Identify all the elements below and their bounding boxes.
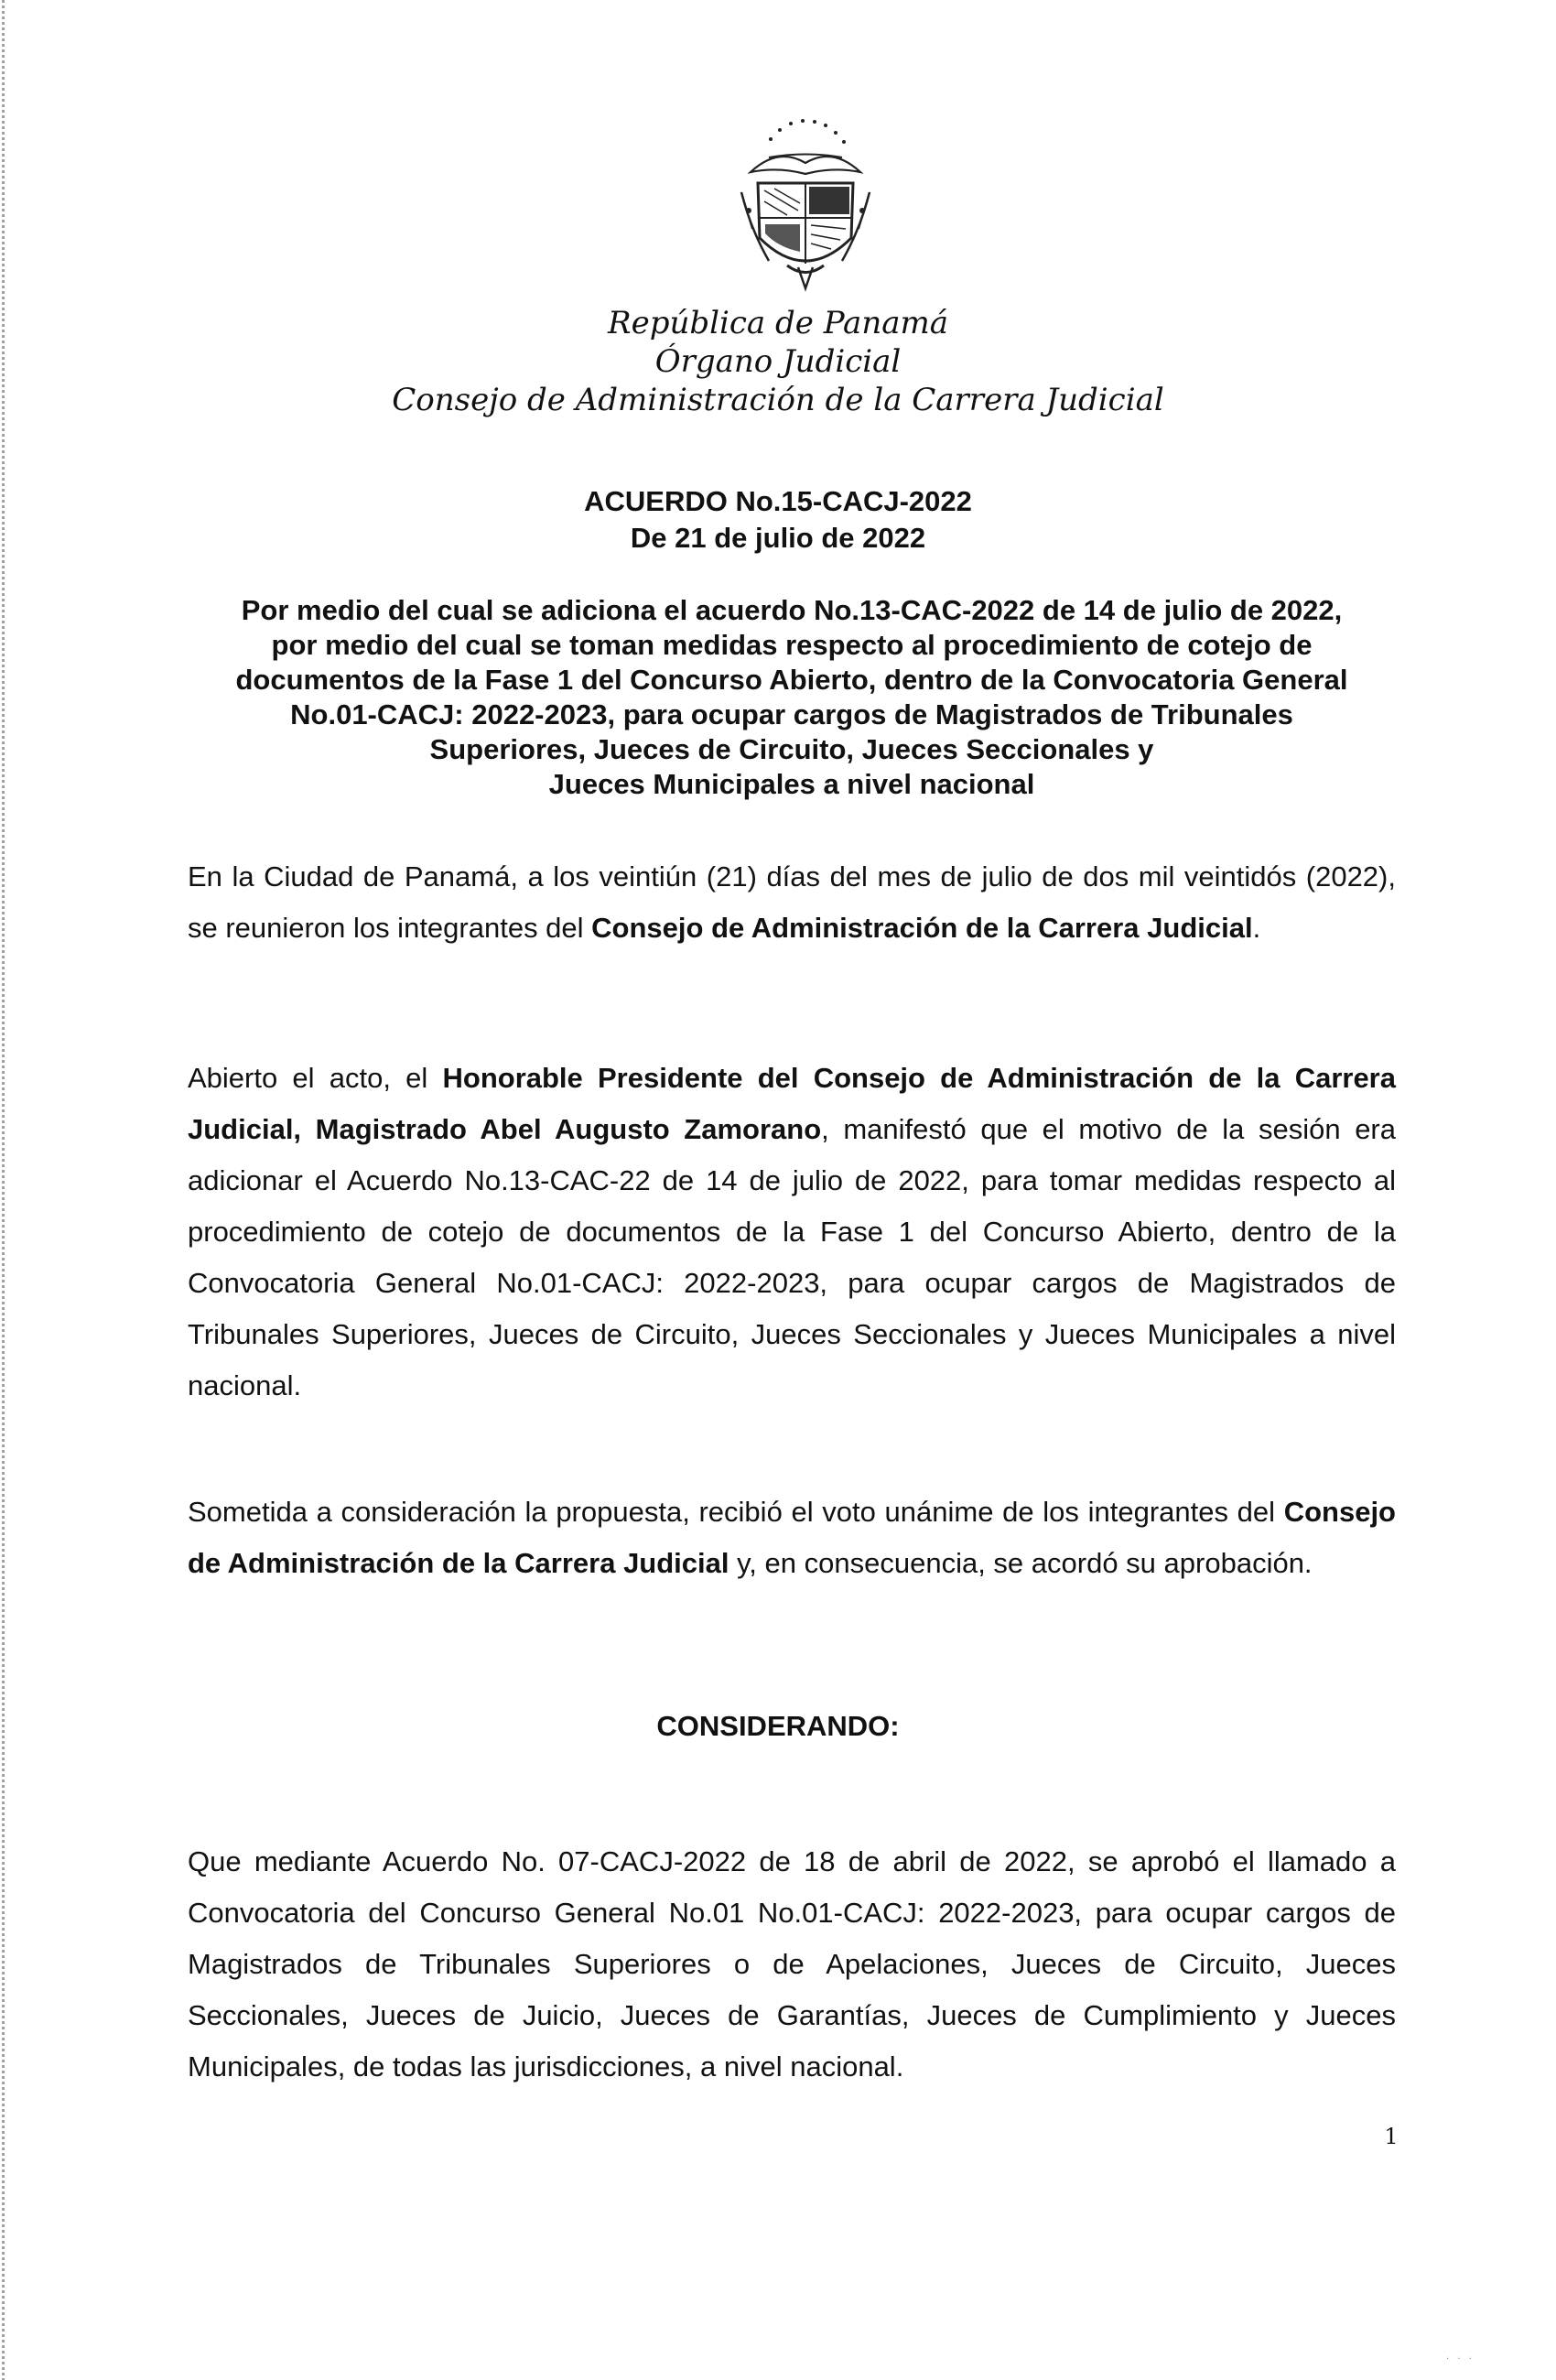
- panama-coat-of-arms-icon: [714, 101, 897, 293]
- paragraph-text: .: [1252, 912, 1261, 944]
- paragraph-considerando-1: Que mediante Acuerdo No. 07-CACJ-2022 de 18 de abril de 2022, se aprobó el llamado a Convocatoria del Concurso General No.01 No.01-CACJ: 2022-2023, para ocupar cargos de Magistrados de Tribunales Superiores o de Apelaciones, Jueces de Circuito, Jueces Seccionales, Jueces de Juicio, Jueces de Garantías, Jueces de Cumplimiento y Jueces Municipales, de todas las jurisdicciones, a nivel nacional.: [188, 1845, 1396, 2082]
- agreement-title: [229, 483, 1327, 557]
- paragraph-text: Sometida a consideración la propuesta, recibió el voto unánime de los integrantes del: [188, 1496, 1284, 1528]
- subject-line: Por medio del cual se adiciona el acuerdo No.13-CAC-2022 de 14 de julio de 2022,: [241, 594, 1343, 626]
- paragraph-text: y, en consecuencia, se acordó su aprobación.: [729, 1547, 1313, 1579]
- agreement-date: De 21 de julio de 2022: [630, 522, 926, 554]
- paragraph-bold: Consejo de Administración de la Carrera Judicial: [188, 1496, 1396, 1579]
- considerando-heading: CONSIDERANDO:: [656, 1710, 900, 1742]
- subject-line: por medio del cual se toman medidas respecto al procedimiento de cotejo de: [271, 629, 1313, 661]
- paragraph-text: Abierto el acto, el: [188, 1062, 443, 1094]
- header-organ: Órgano Judicial: [654, 343, 902, 380]
- agreement-subject: [188, 593, 1396, 802]
- subject-line: documentos de la Fase 1 del Concurso Abierto, dentro de la Convocatoria General: [235, 664, 1348, 696]
- paragraph-bold: Honorable Presidente del Consejo de Administración de la Carrera Judicial, Magistrado Abel Augusto Zamorano: [188, 1062, 1396, 1145]
- paragraph-text: En la Ciudad de Panamá, a los veintiún (21) días del mes de julio de dos mil veintidós (2022), se reunieron los integrantes del: [188, 860, 1396, 944]
- scan-artifact: · · ·: [1446, 2354, 1475, 2364]
- subject-line: Jueces Municipales a nivel nacional: [548, 768, 1035, 800]
- page-number: 1: [1384, 2124, 1399, 2149]
- subject-line: No.01-CACJ: 2022-2023, para ocupar cargos de Magistrados de Tribunales: [290, 698, 1293, 730]
- paragraph-meeting: [188, 851, 1396, 954]
- paragraph-vote: [188, 1487, 1396, 1589]
- subject-line: Superiores, Jueces de Circuito, Jueces Seccionales y: [429, 733, 1154, 765]
- paragraph-opening: [188, 1053, 1396, 1412]
- scan-edge: [2, 0, 5, 2380]
- institution-header: [229, 304, 1327, 419]
- paragraph-bold: Consejo de Administración de la Carrera Judicial: [591, 912, 1253, 944]
- paragraph-text: , manifestó que el motivo de la sesión era adicionar el Acuerdo No.13-CAC-22 de 14 de julio de 2022, para tomar medidas respecto al procedimiento de cotejo de documentos de la Fase 1 del Concurso Abierto, dentro de la Convocatoria General No.01-CACJ: 2022-2023, para ocupar cargos de Magistrados de Tribunales Superiores, Jueces de Circuito, Jueces Seccionales y Jueces Municipales a nivel nacional.: [188, 1113, 1396, 1401]
- header-council: Consejo de Administración de la Carrera Judicial: [392, 382, 1164, 418]
- agreement-number: ACUERDO No.15-CACJ-2022: [584, 485, 972, 517]
- header-republic: República de Panamá: [607, 305, 948, 341]
